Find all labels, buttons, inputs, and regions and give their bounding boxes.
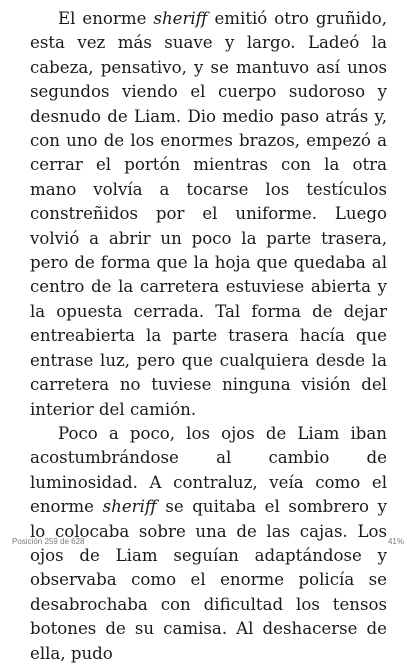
reading-progress: 41%	[387, 537, 404, 546]
paragraph-2-segment-2-italic: sheriff	[102, 497, 157, 517]
paragraph-1-segment-2-italic: sheriff	[153, 9, 208, 28]
paragraph-1	[30, 7, 387, 422]
paragraph-1-segment-3: emitió otro gruñido, esta vez más suave y largo. Ladeó la cabeza, pensativo, y se mantuvo así unos segundos viendo el cuerpo sudoroso y desnudo de Liam. Dio medio paso atrás y, con uno de los enormes brazos, empezó a cerrar el portón mientras con la otra mano volvía a tocarse los testículos constreñidos por el uniforme. Luego volvió a abrir un poco la parte trasera, pero de forma que la hoja que quedaba al centro de la carretera estuviese abierta y la opuesta cerrada. Tal forma de dejar entreabierta la parte trasera hacía que entrase luz, pero que cualquiera desde la carretera no tuviese ninguna visión del interior del camión.	[30, 9, 387, 419]
paragraph-1-segment-1: El enorme	[58, 9, 154, 28]
paragraph-2-segment-3: se quitaba el sombrero y lo colocaba sobre una de las cajas. Los ojos de Liam seguían adaptándose y observaba como el enorme policía se desabrochaba con dificultad los tensos botones de su camisa. Al deshacerse de ella, pudo	[30, 497, 387, 663]
paragraph-2-segment-1: Poco a poco, los ojos de Liam iban acostumbrándose al cambio de luminosidad. A contraluz, veía como el enorme	[30, 423, 387, 517]
reading-location: Posición 259 de 628	[12, 537, 85, 546]
book-text	[30, 7, 387, 666]
